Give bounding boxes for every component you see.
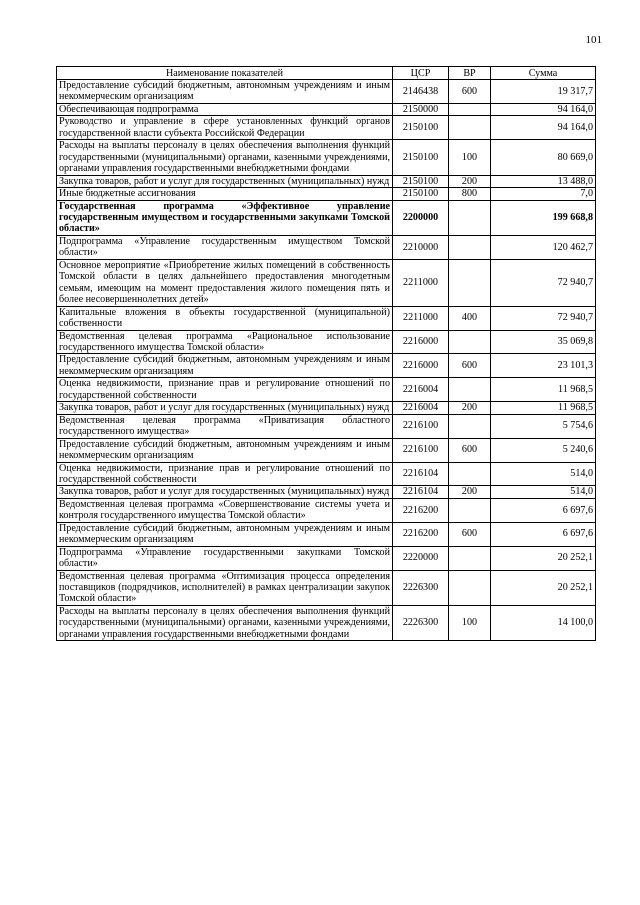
header-name: Наименование показателей: [57, 67, 393, 80]
table-row: [57, 306, 596, 330]
table-row: [57, 522, 596, 546]
table-row: [57, 103, 596, 115]
cell-csr: 2216200: [393, 498, 449, 522]
cell-name: Обеспечивающая подпрограмма: [57, 103, 393, 115]
cell-name: Предоставление субсидий бюджетным, автономным учреждениям и иным некоммерческим организациям: [57, 354, 393, 378]
cell-vr: [449, 103, 491, 115]
header-vr: ВР: [449, 67, 491, 80]
cell-name: Ведомственная целевая программа «Оптимизация процесса определения поставщиков (подрядчиков, исполнителей) в рамках централизации закупок Томской области»: [57, 570, 393, 605]
table-row: [57, 330, 596, 354]
cell-name: Закупка товаров, работ и услуг для государственных (муниципальных) нужд: [57, 402, 393, 414]
cell-csr: 2220000: [393, 546, 449, 570]
table-row: [57, 378, 596, 402]
header-csr: ЦСР: [393, 67, 449, 80]
table-row: [57, 188, 596, 200]
cell-csr: 2150100: [393, 175, 449, 187]
cell-vr: 800: [449, 188, 491, 200]
cell-sum: 7,0: [491, 188, 596, 200]
cell-csr: 2216200: [393, 522, 449, 546]
cell-csr: 2150100: [393, 188, 449, 200]
cell-vr: [449, 330, 491, 354]
cell-name: Расходы на выплаты персоналу в целях обеспечения выполнения функций государственными (муниципальными) органами, казенными учреждениями, органами управления государственными внебюджетными фондами: [57, 140, 393, 175]
cell-sum: 35 069,8: [491, 330, 596, 354]
header-sum: Сумма: [491, 67, 596, 80]
cell-sum: 120 462,7: [491, 235, 596, 259]
cell-csr: 2216000: [393, 330, 449, 354]
cell-sum: 199 668,8: [491, 200, 596, 235]
table-row: [57, 498, 596, 522]
cell-sum: 94 164,0: [491, 103, 596, 115]
cell-name: Оценка недвижимости, признание прав и регулирование отношений по государственной собственности: [57, 378, 393, 402]
cell-csr: 2226300: [393, 605, 449, 640]
cell-name: Предоставление субсидий бюджетным, автономным учреждениям и иным некоммерческим организациям: [57, 522, 393, 546]
cell-csr: 2216004: [393, 402, 449, 414]
table-row: [57, 200, 596, 235]
cell-sum: 72 940,7: [491, 259, 596, 306]
cell-csr: 2210000: [393, 235, 449, 259]
table-row: [57, 605, 596, 640]
cell-vr: 600: [449, 354, 491, 378]
cell-name: Закупка товаров, работ и услуг для государственных (муниципальных) нужд: [57, 486, 393, 498]
table-row: [57, 354, 596, 378]
table-row: [57, 570, 596, 605]
cell-name: Основное мероприятие «Приобретение жилых помещений в собственность Томской области в целях дальнейшего предоставления многодетным семьям, имеющим на момент предоставления жилого помещения пять и более несовершеннолетних детей»: [57, 259, 393, 306]
cell-csr: 2211000: [393, 306, 449, 330]
cell-name: Закупка товаров, работ и услуг для государственных (муниципальных) нужд: [57, 175, 393, 187]
table-row: [57, 259, 596, 306]
cell-vr: [449, 200, 491, 235]
cell-csr: 2216100: [393, 438, 449, 462]
cell-sum: 6 697,6: [491, 498, 596, 522]
cell-name: Оценка недвижимости, признание прав и регулирование отношений по государственной собственности: [57, 462, 393, 486]
table-row: [57, 546, 596, 570]
cell-sum: 11 968,5: [491, 402, 596, 414]
cell-vr: 200: [449, 486, 491, 498]
cell-sum: 5 240,6: [491, 438, 596, 462]
cell-vr: [449, 570, 491, 605]
cell-name: Подпрограмма «Управление государственными закупками Томской области»: [57, 546, 393, 570]
header-row: [57, 67, 596, 80]
table-row: [57, 140, 596, 175]
cell-csr: 2216104: [393, 462, 449, 486]
cell-vr: [449, 235, 491, 259]
cell-csr: 2226300: [393, 570, 449, 605]
cell-vr: [449, 462, 491, 486]
cell-csr: 2216104: [393, 486, 449, 498]
cell-sum: 94 164,0: [491, 116, 596, 140]
cell-sum: 20 252,1: [491, 546, 596, 570]
cell-vr: [449, 498, 491, 522]
cell-vr: 600: [449, 522, 491, 546]
cell-vr: 100: [449, 140, 491, 175]
cell-name: Предоставление субсидий бюджетным, автономным учреждениям и иным некоммерческим организациям: [57, 80, 393, 104]
budget-table: [56, 66, 596, 641]
table-row: [57, 486, 596, 498]
table-row: [57, 462, 596, 486]
cell-name: Руководство и управление в сфере установленных функций органов государственной власти субъекта Российской Федерации: [57, 116, 393, 140]
cell-vr: 600: [449, 438, 491, 462]
cell-csr: 2211000: [393, 259, 449, 306]
table-row: [57, 80, 596, 104]
cell-vr: [449, 546, 491, 570]
cell-vr: 200: [449, 402, 491, 414]
cell-sum: 72 940,7: [491, 306, 596, 330]
cell-csr: 2216000: [393, 354, 449, 378]
table-row: [57, 438, 596, 462]
table-row: [57, 235, 596, 259]
cell-sum: 514,0: [491, 462, 596, 486]
table-row: [57, 402, 596, 414]
cell-csr: 2150000: [393, 103, 449, 115]
cell-vr: [449, 259, 491, 306]
cell-sum: 20 252,1: [491, 570, 596, 605]
cell-csr: 2150100: [393, 140, 449, 175]
cell-vr: [449, 116, 491, 140]
cell-name: Ведомственная целевая программа «Рациональное использование государственного имущества Томской области»: [57, 330, 393, 354]
cell-vr: [449, 414, 491, 438]
cell-vr: 400: [449, 306, 491, 330]
cell-name: Предоставление субсидий бюджетным, автономным учреждениям и иным некоммерческим организациям: [57, 438, 393, 462]
cell-name: Ведомственная целевая программа «Приватизация областного государственного имущества»: [57, 414, 393, 438]
table-header: [57, 67, 596, 80]
cell-sum: 80 669,0: [491, 140, 596, 175]
cell-sum: 13 488,0: [491, 175, 596, 187]
cell-csr: 2146438: [393, 80, 449, 104]
cell-sum: 23 101,3: [491, 354, 596, 378]
cell-csr: 2216004: [393, 378, 449, 402]
cell-sum: 5 754,6: [491, 414, 596, 438]
cell-csr: 2216100: [393, 414, 449, 438]
cell-vr: 100: [449, 605, 491, 640]
cell-name: Ведомственная целевая программа «Совершенствование системы учета и контроля государственного имущества Томской области»: [57, 498, 393, 522]
table-row: [57, 116, 596, 140]
cell-vr: 600: [449, 80, 491, 104]
cell-name: Расходы на выплаты персоналу в целях обеспечения выполнения функций государственными (муниципальными) органами, казенными учреждениями, органами управления государственными внебюджетными фондами: [57, 605, 393, 640]
cell-name: Иные бюджетные ассигнования: [57, 188, 393, 200]
cell-name: Подпрограмма «Управление государственным имуществом Томской области»: [57, 235, 393, 259]
cell-name: Государственная программа «Эффективное управление государственным имуществом и государственными закупками Томской области»: [57, 200, 393, 235]
cell-sum: 514,0: [491, 486, 596, 498]
cell-sum: 11 968,5: [491, 378, 596, 402]
cell-sum: 14 100,0: [491, 605, 596, 640]
table-body: [57, 80, 596, 641]
cell-name: Капитальные вложения в объекты государственной (муниципальной) собственности: [57, 306, 393, 330]
table-row: [57, 175, 596, 187]
cell-csr: 2200000: [393, 200, 449, 235]
page-number: 101: [585, 34, 602, 46]
cell-sum: 19 317,7: [491, 80, 596, 104]
cell-csr: 2150100: [393, 116, 449, 140]
table-row: [57, 414, 596, 438]
cell-sum: 6 697,6: [491, 522, 596, 546]
cell-vr: [449, 378, 491, 402]
cell-vr: 200: [449, 175, 491, 187]
